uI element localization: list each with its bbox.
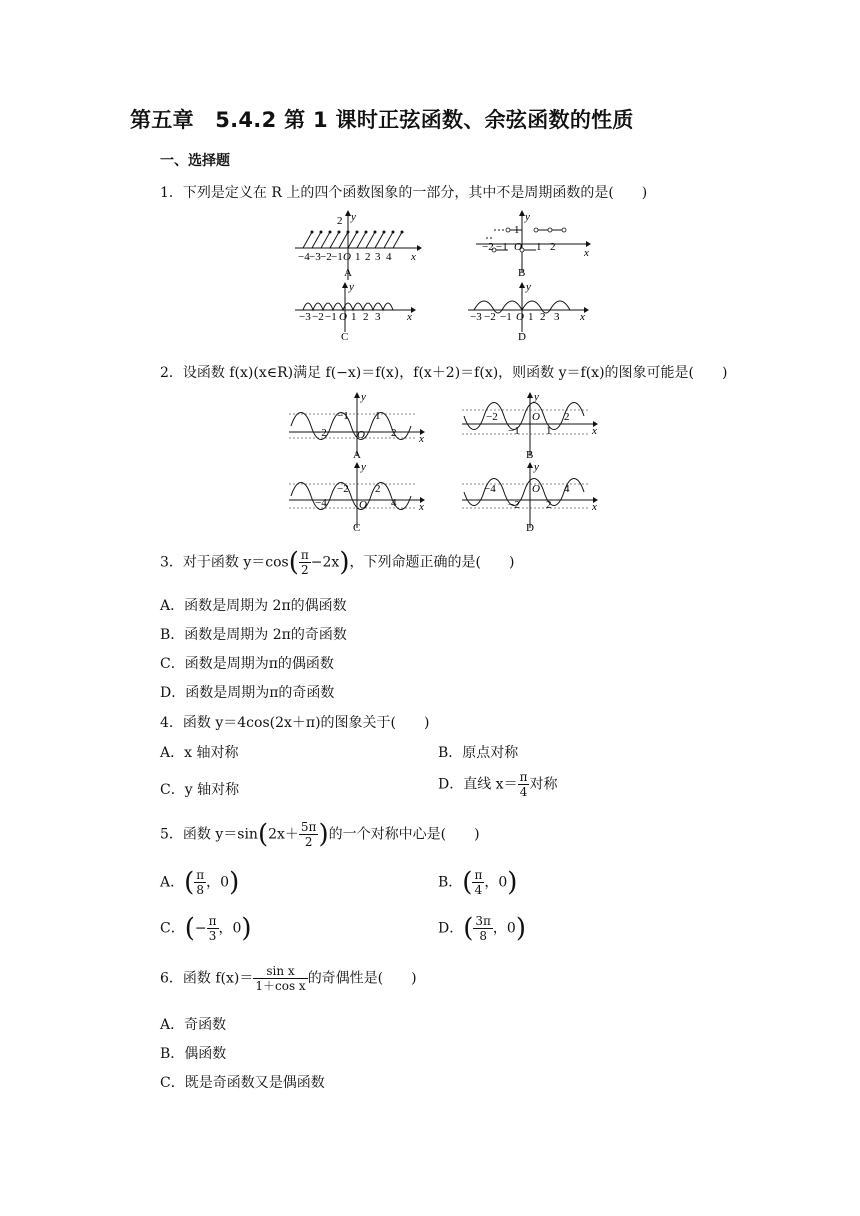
- fraction: $\frac{\pi}{4}$: [519, 770, 528, 799]
- svg-text:−1: −1: [500, 311, 512, 323]
- svg-text:−2: −2: [337, 483, 349, 495]
- svg-text:2: 2: [546, 499, 552, 511]
- q4-option-a[interactable]: A．x 轴对称: [160, 745, 239, 761]
- q4-option-c[interactable]: C．y 轴对称: [160, 782, 240, 798]
- svg-text:4: 4: [564, 483, 570, 495]
- svg-text:−4: −4: [484, 483, 496, 495]
- q1-figure-b: [474, 210, 594, 282]
- svg-text:1: 1: [536, 241, 542, 253]
- svg-text:−1: −1: [496, 241, 508, 253]
- svg-text:2: 2: [550, 241, 556, 253]
- x-tick-labels: [482, 241, 556, 253]
- svg-text:−3: −3: [309, 251, 321, 263]
- svg-text:−2: −2: [482, 241, 494, 253]
- svg-text:x: x: [592, 501, 597, 513]
- svg-text:−1: −1: [337, 410, 349, 422]
- y-tick-1: 1: [514, 224, 520, 236]
- svg-text:−1: −1: [325, 311, 337, 323]
- q3-option-b[interactable]: B．函数是周期为 2π的奇函数: [160, 627, 347, 643]
- sawtooth-graph: [303, 232, 402, 248]
- y-tick-2: 2: [337, 215, 343, 227]
- q3-option-c[interactable]: C．函数是周期为π的偶函数: [160, 656, 334, 672]
- figure-caption: D: [518, 331, 526, 343]
- question-3-stem: 3．对于函数 y＝cos( $\frac{\pi}{2}$ −2x)，下列命题正确的是( ): [160, 547, 515, 578]
- figure-caption: B: [518, 267, 526, 279]
- q1-figure-c: [293, 282, 423, 346]
- svg-text:−2: −2: [508, 499, 520, 511]
- q1-figure-a: [293, 210, 423, 282]
- svg-text:x: x: [592, 425, 597, 437]
- svg-text:−2: −2: [484, 311, 496, 323]
- figure-caption: B: [526, 449, 534, 461]
- figure-caption: A: [344, 267, 352, 279]
- svg-text:x: x: [580, 311, 585, 323]
- fraction: $\frac{\pi}{2}$: [300, 548, 309, 577]
- svg-text:−4: −4: [315, 497, 327, 509]
- svg-text:O: O: [514, 241, 522, 253]
- svg-text:x: x: [419, 501, 424, 513]
- svg-text:1: 1: [375, 410, 381, 422]
- svg-text:y: y: [349, 282, 354, 293]
- q5-option-a[interactable]: A．( $\frac{\pi}{8}$ ，0): [160, 867, 240, 898]
- question-2-stem: 2．设函数 f(x)(x∈R)满足 f(−x)＝f(x)，f(x＋2)＝f(x)，则函数 y＝f(x)的图象可能是( ): [160, 365, 728, 381]
- svg-text:O: O: [359, 499, 367, 511]
- fraction: $\frac{5\pi}{2}$: [300, 820, 317, 849]
- svg-text:O: O: [339, 311, 347, 323]
- x-axis-arrow: [417, 245, 422, 251]
- svg-text:O: O: [357, 429, 365, 441]
- svg-text:2: 2: [375, 483, 381, 495]
- svg-text:x: x: [407, 311, 412, 323]
- page-title: 第五章 5.4.2 第 1 课时正弦函数、余弦函数的性质: [130, 108, 634, 132]
- svg-text:y: y: [361, 392, 366, 403]
- svg-text:y: y: [526, 282, 531, 293]
- svg-text:O: O: [532, 411, 540, 423]
- svg-text:O: O: [343, 251, 351, 263]
- svg-text:x: x: [419, 433, 424, 445]
- q2-figure-b: [460, 392, 605, 462]
- svg-text:y: y: [361, 462, 366, 473]
- svg-text:−3: −3: [299, 311, 311, 323]
- section-heading: 一、选择题: [160, 153, 230, 169]
- svg-text:−4: −4: [298, 251, 310, 263]
- q5-option-c[interactable]: C．(− $\frac{\pi}{3}$ ，0): [160, 913, 252, 944]
- q5-option-d[interactable]: D．( $\frac{3\pi}{8}$ ，0): [438, 913, 526, 944]
- figure-caption: C: [341, 331, 349, 343]
- q4-option-b[interactable]: B．原点对称: [438, 745, 519, 761]
- svg-text:2: 2: [564, 411, 570, 423]
- q2-figure-a: [287, 392, 432, 462]
- figure-caption: D: [526, 522, 534, 534]
- x-tick-labels: [299, 311, 381, 323]
- sawtooth-dots: [311, 231, 404, 234]
- svg-text:x: x: [584, 247, 589, 259]
- svg-text:3: 3: [554, 311, 560, 323]
- svg-text:1: 1: [528, 311, 534, 323]
- question-5-stem: 5．函数 y＝sin(2x＋ $\frac{5\pi}{2}$ )的一个对称中心是( ): [160, 819, 480, 850]
- q2-figure-c: [287, 462, 432, 534]
- svg-text:2: 2: [391, 427, 397, 439]
- svg-text:−1: −1: [331, 251, 343, 263]
- svg-text:−2: −2: [315, 427, 327, 439]
- svg-text:1: 1: [351, 311, 357, 323]
- svg-text:3: 3: [375, 311, 381, 323]
- svg-text:−1: −1: [508, 425, 520, 437]
- q6-option-a[interactable]: A．奇函数: [160, 1017, 227, 1033]
- svg-text:−2: −2: [312, 311, 324, 323]
- svg-text:y: y: [525, 211, 530, 223]
- question-4-stem: 4．函数 y＝4cos(2x＋π)的图象关于( ): [160, 715, 430, 731]
- svg-text:−2: −2: [486, 411, 498, 423]
- y-axis-label: y: [351, 211, 356, 223]
- svg-text:−2: −2: [320, 251, 332, 263]
- q4-option-d[interactable]: D．直线 x＝ $\frac{\pi}{4}$ 对称: [438, 770, 558, 799]
- figure-caption: A: [353, 449, 361, 461]
- svg-text:−3: −3: [470, 311, 482, 323]
- q6-option-b[interactable]: B．偶函数: [160, 1046, 227, 1062]
- x-tick-labels: [298, 251, 392, 263]
- svg-text:O: O: [532, 483, 540, 495]
- q1-figure-d: [466, 282, 596, 346]
- svg-text:O: O: [516, 311, 524, 323]
- svg-text:2: 2: [363, 311, 369, 323]
- q3-option-d[interactable]: D．函数是周期为π的奇函数: [160, 685, 335, 701]
- svg-text:4: 4: [386, 251, 392, 263]
- q6-option-c[interactable]: C．既是奇函数又是偶函数: [160, 1075, 325, 1091]
- svg-text:3: 3: [375, 251, 381, 263]
- svg-text:2: 2: [365, 251, 371, 263]
- svg-text:y: y: [534, 392, 539, 403]
- x-axis-label: x: [411, 251, 416, 263]
- svg-text:1: 1: [355, 251, 361, 263]
- q2-figure-d: [460, 462, 605, 534]
- q3-option-a[interactable]: A．函数是周期为 2π的偶函数: [160, 598, 347, 614]
- fraction: $\frac{\text{sin x}}{\text{1＋cos x}}$: [255, 964, 306, 993]
- figure-caption: C: [353, 522, 361, 534]
- svg-text:y: y: [534, 462, 539, 473]
- question-1-stem: 1．下列是定义在 R 上的四个函数图象的一部分，其中不是周期函数的是( ): [160, 185, 648, 201]
- question-6-stem: 6．函数 f(x)＝ $\frac{\text{sin x}}{\text{1＋cos x}}$ 的奇偶性是( ): [160, 964, 417, 993]
- svg-text:1: 1: [546, 425, 552, 437]
- svg-text:4: 4: [391, 497, 397, 509]
- q5-option-b[interactable]: B．( $\frac{\pi}{4}$ ，0): [438, 867, 518, 898]
- arch-curve: [303, 303, 393, 310]
- svg-text:2: 2: [540, 311, 546, 323]
